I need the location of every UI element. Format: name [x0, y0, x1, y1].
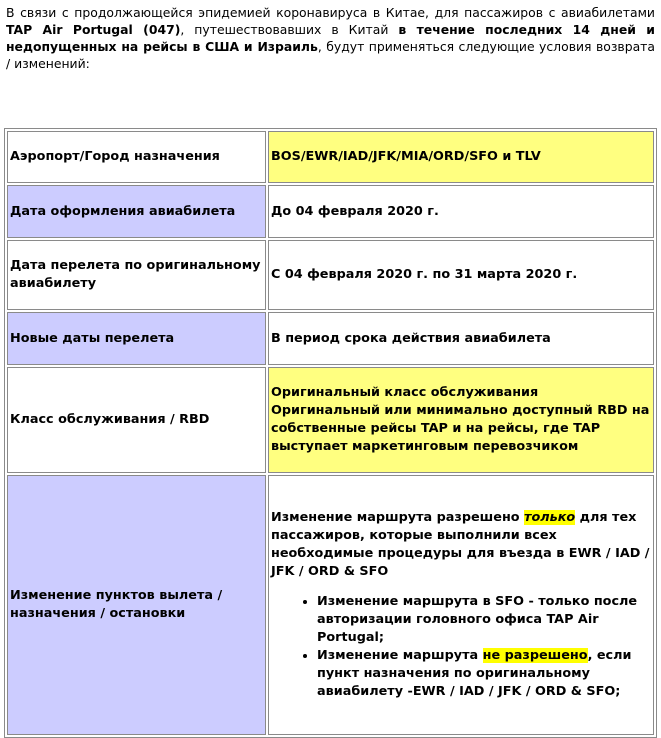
list-item	[317, 647, 651, 701]
row-value-destination: BOS/EWR/IAD/JFK/MIA/ORD/SFO и TLV	[268, 131, 654, 183]
row-value-class	[268, 367, 654, 473]
bullet2-text-b: , если пункт назначения по оригинальному авиабилету -EWR / IAD / JFK / ORD & SFO;	[317, 648, 632, 699]
row-label-new-dates: Новые даты перелета	[7, 312, 266, 365]
table-row	[7, 185, 654, 238]
route-highlight-only: только	[524, 510, 576, 525]
conditions-table	[4, 128, 657, 738]
row-label-destination: Аэропорт/Город назначения	[7, 131, 266, 183]
table-row	[7, 312, 654, 365]
route-text-a: Изменение маршрута разрешено	[271, 510, 525, 525]
intro-text-3: , будут применяться следующие условия возврата / изменений:	[6, 39, 655, 71]
intro-emphasis: в течение последних 14 дней и недопущенных на рейсы в США и Израиль	[6, 22, 655, 54]
bullet2-text-a: Изменение маршрута	[317, 648, 483, 663]
row-label-route-change: Изменение пунктов вылета / назначения / остановки	[7, 475, 266, 735]
intro-airline: TAP Air Portugal (047)	[6, 22, 181, 37]
row-label-class: Класс обслуживания / RBD	[7, 367, 266, 473]
row-label-ticket-date: Дата оформления авиабилета	[7, 185, 266, 238]
class-line-1: Оригинальный класс обслуживания	[271, 385, 539, 400]
table-row	[7, 240, 654, 310]
table-row	[7, 475, 654, 735]
intro-text-1: В связи с продолжающейся эпидемией коронавируса в Китае, для пассажиров с авиабилетами	[6, 5, 655, 20]
row-value-ticket-date: До 04 февраля 2020 г.	[268, 185, 654, 238]
bullet2-highlight: не разрешено	[482, 648, 588, 663]
table-row	[7, 131, 654, 183]
row-value-route-change	[268, 475, 654, 735]
intro-text-2: , путешествовавших в Китай	[180, 22, 399, 37]
intro-paragraph	[6, 4, 655, 72]
class-line-2: Оригинальный или минимально доступный RBD на собственные рейсы TAP и на рейсы, где TAP выступает маркетинговым перевозчиком	[271, 403, 650, 454]
row-label-flight-date: Дата перелета по оригинальному авиабилету	[7, 240, 266, 310]
table-row	[7, 367, 654, 473]
list-item: • Изменение маршрута в SFO - только после авторизации головного офиса TAP Air Portugal;	[317, 593, 651, 647]
route-bullet-list	[271, 593, 651, 701]
row-value-new-dates: В период срока действия авиабилета	[268, 312, 654, 365]
route-text-b: для тех пассажиров, которые выполнили всех необходимые процедуры для въезда в EWR / IAD / JFK / ORD & SFO	[271, 510, 650, 579]
row-value-flight-date: С 04 февраля 2020 г. по 31 марта 2020 г.	[268, 240, 654, 310]
route-change-paragraph	[271, 509, 651, 581]
